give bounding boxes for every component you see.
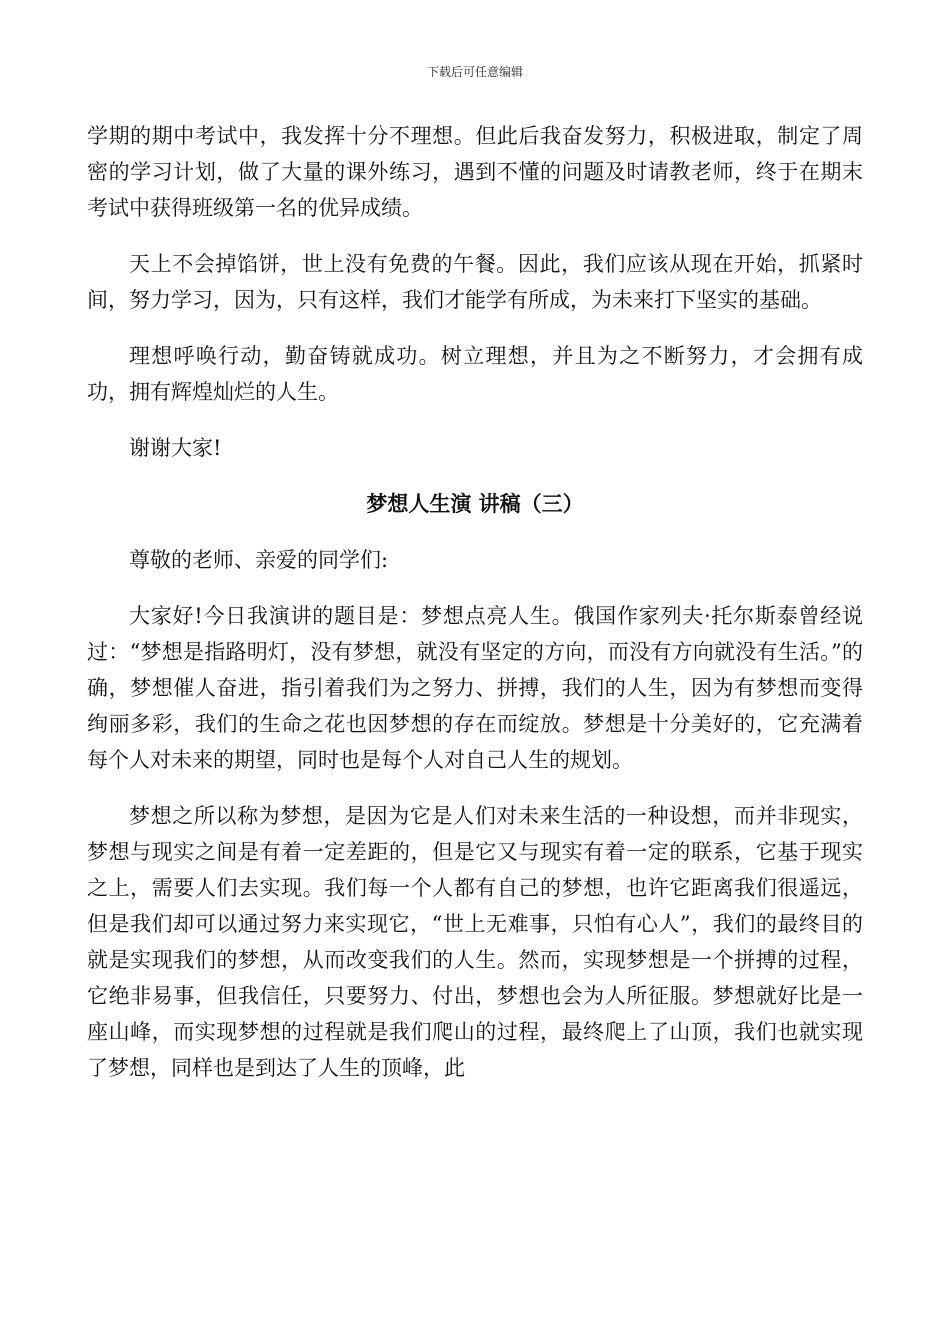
paragraph: 学期的期中考试中，我发挥十分不理想。但此后我奋发努力，积极进取，制定了周密的学习计划，做了大量的课外练习，遇到不懂的问题及时请教老师，终于在期末考试中获得班级第一名的优异成绩。 xyxy=(87,124,863,220)
paragraph-salutation: 尊敬的老师、亲爱的同学们: xyxy=(129,548,389,572)
header-note: 下载后可任意编辑 xyxy=(426,65,523,79)
paragraph: 梦想之所以称为梦想，是因为它是人们对未来生活的一种设想，而并非现实，梦想与现实之间是有着一定差距的，但是它又与现实有着一定的联系，它基于现实之上，需要人们去实现。我们每一个人都有自己的梦想，也许它距离我们很遥远，但是我们却可以通过努力来实现它，“世上无难事，只怕有心人”，我们的最终目的就是实现我们的梦想，从而改变我们的人生。然而，实现梦想是一个拼搏的过程，它绝非易事，但我信任，只要努力、付出，梦想也会为人所征服。梦想就好比是一座山峰，而实现梦想的过程就是我们爬山的过程，最终爬上了山顶，我们也就实现了梦想，同样也是到达了人生的顶峰，此 xyxy=(87,804,863,1080)
section-title: 梦想人生演 讲稿（三） xyxy=(366,492,584,516)
paragraph: 大家好!今日我演讲的题目是：梦想点亮人生。俄国作家列夫·托尔斯泰曾经说过：“梦想是指路明灯，没有梦想，就没有坚定的方向，而没有方向就没有生活。”的确，梦想催人奋进，指引着我们为之努力、拼搏，我们的人生，因为有梦想而变得绚丽多彩，我们的生命之花也因梦想的存在而绽放。梦想是十分美好的，它充满着每个人对未来的期望，同时也是每个人对自己人生的规划。 xyxy=(87,604,863,772)
paragraph-closing: 谢谢大家! xyxy=(129,436,222,460)
paragraph: 理想呼唤行动，勤奋铸就成功。树立理想，并且为之不断努力，才会拥有成功，拥有辉煌灿烂的人生。 xyxy=(87,344,863,404)
paragraph: 天上不会掉馅饼，世上没有免费的午餐。因此，我们应该从现在开始，抓紧时间，努力学习，因为，只有这样，我们才能学有所成，为未来打下坚实的基础。 xyxy=(87,252,863,312)
document-body xyxy=(87,118,863,1106)
